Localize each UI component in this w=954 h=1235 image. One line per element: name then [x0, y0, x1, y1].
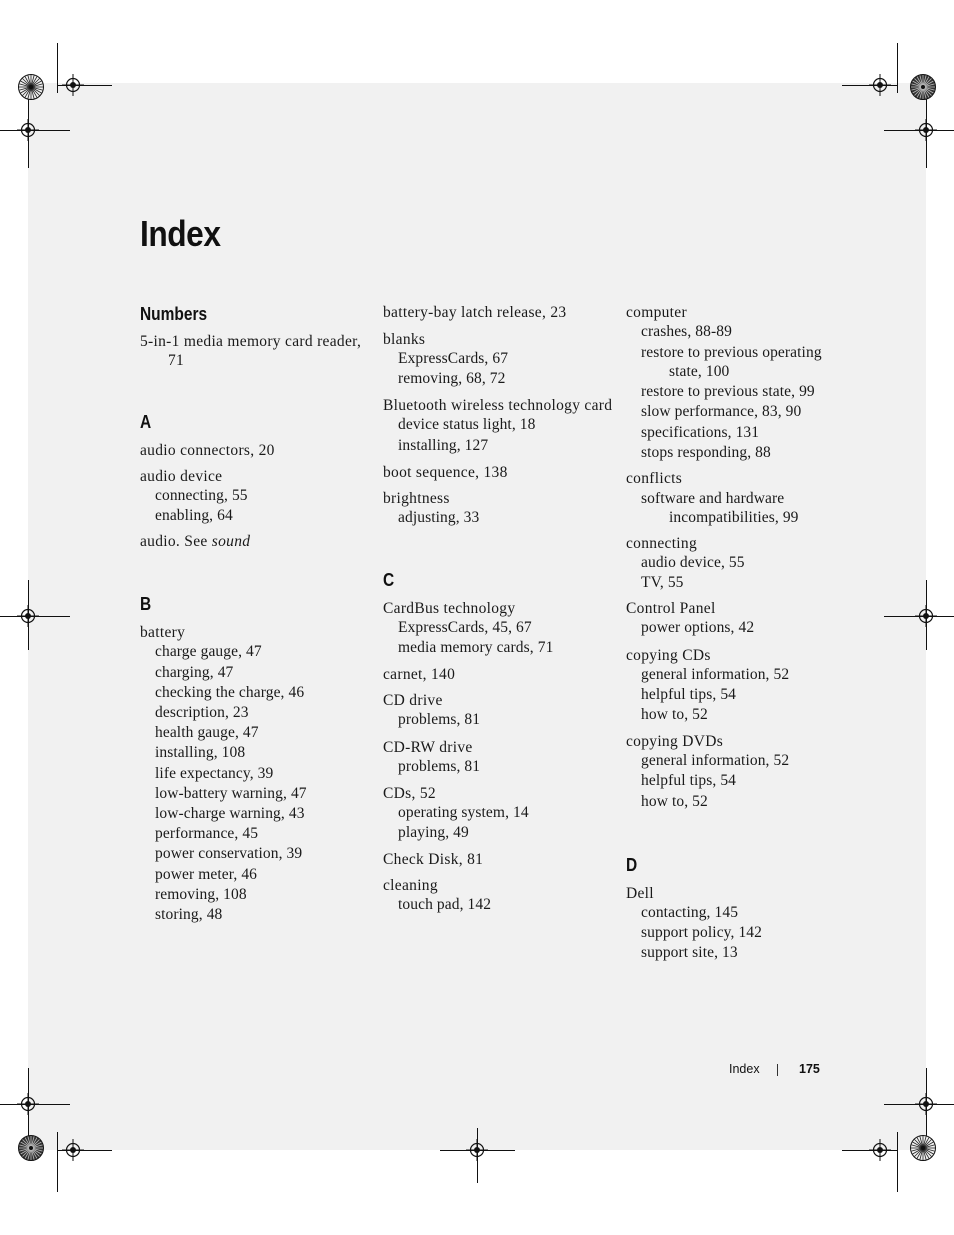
index-subentry: TV, 55 [641, 574, 684, 592]
index-entry-main: connecting [626, 535, 698, 553]
index-subentry: power conservation, 39 [155, 845, 303, 863]
registration-mark-icon [869, 1139, 891, 1161]
index-entry [383, 691, 613, 730]
index-entry [140, 623, 370, 925]
index-subentry: operating system, 14 [398, 803, 529, 821]
crop-mark-line [897, 43, 898, 93]
index-subentry: connecting, 55 [155, 487, 248, 504]
index-subentry: checking the charge, 46 [155, 683, 305, 701]
crop-mark-line [57, 1132, 58, 1192]
index-entry-main: Check Disk, 81 [383, 851, 484, 869]
section-heading: Numbers [140, 304, 208, 324]
crop-mark-line [897, 1132, 898, 1192]
index-entry-main: CD-RW drive [383, 738, 473, 756]
index-entry-main: audio device [140, 468, 223, 485]
index-subentry: ExpressCards, 45, 67 [398, 619, 532, 637]
page-number: 175 [799, 1062, 820, 1076]
index-subentry: general information, 52 [641, 752, 790, 770]
registration-mark-icon [17, 1093, 39, 1115]
index-entry-main: brightness [383, 489, 450, 507]
color-target-icon [18, 1135, 44, 1161]
index-entry [383, 463, 613, 482]
index-subentry: helpful tips, 54 [641, 685, 737, 703]
index-subentry: contacting, 145 [641, 903, 739, 921]
index-subentry: low-charge warning, 43 [155, 805, 305, 823]
index-subentry: problems, 81 [398, 711, 481, 729]
index-entry [626, 646, 856, 726]
index-entry-main: CDs, 52 [383, 784, 436, 802]
index-subentry: adjusting, 33 [398, 508, 480, 526]
section-heading: D [626, 854, 638, 875]
index-entry [383, 784, 613, 843]
index-entry-main: audio connectors, 20 [140, 442, 275, 459]
color-target-icon [910, 1135, 936, 1161]
index-entry [383, 396, 613, 455]
index-entry [140, 532, 370, 551]
index-entry [140, 441, 370, 460]
index-column-3 [626, 303, 856, 963]
index-entry-main: copying DVDs [626, 733, 724, 751]
registration-mark-icon [466, 1139, 488, 1161]
registration-mark-icon [915, 605, 937, 627]
index-entry [140, 467, 370, 526]
section-heading: A [140, 412, 152, 432]
registration-mark-icon [869, 74, 891, 96]
index-subentry: stops responding, 88 [641, 443, 771, 461]
index-entry [626, 303, 856, 463]
index-subentry: restore to previous operating state, 100 [641, 344, 822, 381]
index-subentry: description, 23 [155, 704, 249, 722]
index-column-1 [140, 304, 370, 925]
index-entry [626, 469, 856, 527]
index-entry [626, 732, 856, 812]
see-reference: audio. See [140, 533, 208, 551]
index-entry [626, 534, 856, 593]
index-subentry: charge gauge, 47 [155, 643, 262, 661]
footer-divider [777, 1064, 778, 1076]
section-heading: C [383, 570, 395, 591]
index-entry [383, 738, 613, 777]
index-subentry: general information, 52 [641, 665, 790, 683]
index-entry-main: Control Panel [626, 600, 716, 618]
index-subentry: power meter, 46 [155, 865, 258, 883]
index-subentry: installing, 108 [155, 744, 246, 762]
index-subentry: performance, 45 [155, 825, 259, 843]
index-subentry: how to, 52 [641, 792, 708, 810]
index-entry-main: cleaning [383, 877, 438, 895]
index-subentry: power options, 42 [641, 619, 755, 637]
section-heading: B [140, 594, 152, 615]
registration-mark-icon [62, 74, 84, 96]
index-subentry: device status light, 18 [398, 416, 536, 434]
index-entry-main: Dell [626, 884, 654, 902]
index-entry-main: CD drive [383, 692, 443, 710]
index-subentry: crashes, 88-89 [641, 323, 732, 340]
index-entry-main: carnet, 140 [383, 666, 456, 684]
index-entry-main [140, 532, 370, 551]
index-subentry: problems, 81 [398, 757, 481, 775]
registration-mark-icon [915, 119, 937, 141]
index-entry [626, 884, 856, 964]
index-subentry: removing, 108 [155, 885, 247, 903]
registration-mark-icon [17, 119, 39, 141]
index-subentry: support site, 13 [641, 944, 738, 962]
index-subentry: removing, 68, 72 [398, 370, 506, 388]
index-entry [383, 876, 613, 915]
page-title: Index [140, 213, 221, 254]
index-entry [140, 332, 370, 370]
index-entry-main: blanks [383, 331, 426, 348]
color-target-icon [18, 74, 44, 100]
index-subentry: charging, 47 [155, 663, 234, 681]
index-entry-main: battery-bay latch release, 23 [383, 304, 567, 321]
index-subentry: life expectancy, 39 [155, 764, 274, 782]
index-entry [383, 599, 613, 658]
index-entry [383, 303, 613, 322]
index-entry-main: CardBus technology [383, 600, 516, 618]
index-subentry: software and hardware incompatibilities, 99 [641, 490, 799, 527]
registration-mark-icon [17, 605, 39, 627]
index-subentry: media memory cards, 71 [398, 639, 554, 657]
index-subentry: support policy, 142 [641, 924, 763, 942]
index-entry [383, 665, 613, 684]
index-subentry: slow performance, 83, 90 [641, 403, 802, 421]
color-target-icon [910, 74, 936, 100]
index-subentry: playing, 49 [398, 824, 469, 842]
index-column-2 [383, 303, 613, 915]
index-subentry: ExpressCards, 67 [398, 350, 509, 367]
index-entry [383, 489, 613, 528]
footer-section-title: Index [729, 1062, 760, 1076]
index-entry-main: boot sequence, 138 [383, 463, 508, 481]
index-entry [383, 850, 613, 869]
index-subentry: health gauge, 47 [155, 724, 259, 742]
index-subentry: enabling, 64 [155, 507, 233, 525]
see-target: sound [211, 533, 251, 551]
index-entry-main: copying CDs [626, 646, 711, 664]
index-subentry: audio device, 55 [641, 554, 745, 572]
index-subentry: how to, 52 [641, 706, 708, 724]
index-entry-main: battery [140, 624, 186, 642]
index-subentry: helpful tips, 54 [641, 772, 737, 790]
index-subentry: restore to previous state, 99 [641, 383, 815, 401]
index-subentry: touch pad, 142 [398, 896, 492, 914]
index-subentry: storing, 48 [155, 906, 223, 924]
index-subentry: specifications, 131 [641, 423, 760, 441]
registration-mark-icon [62, 1139, 84, 1161]
index-entry [383, 330, 613, 389]
index-subentry: low-battery warning, 47 [155, 784, 307, 802]
index-entry-main: 5-in-1 media memory card reader, 71 [140, 333, 362, 369]
registration-mark-icon [915, 1093, 937, 1115]
index-entry-main: Bluetooth wireless technology card [383, 397, 613, 415]
index-subentry: installing, 127 [398, 436, 489, 454]
index-entry [626, 599, 856, 638]
index-entry-main: computer [626, 304, 687, 321]
index-entry-main: conflicts [626, 470, 683, 488]
